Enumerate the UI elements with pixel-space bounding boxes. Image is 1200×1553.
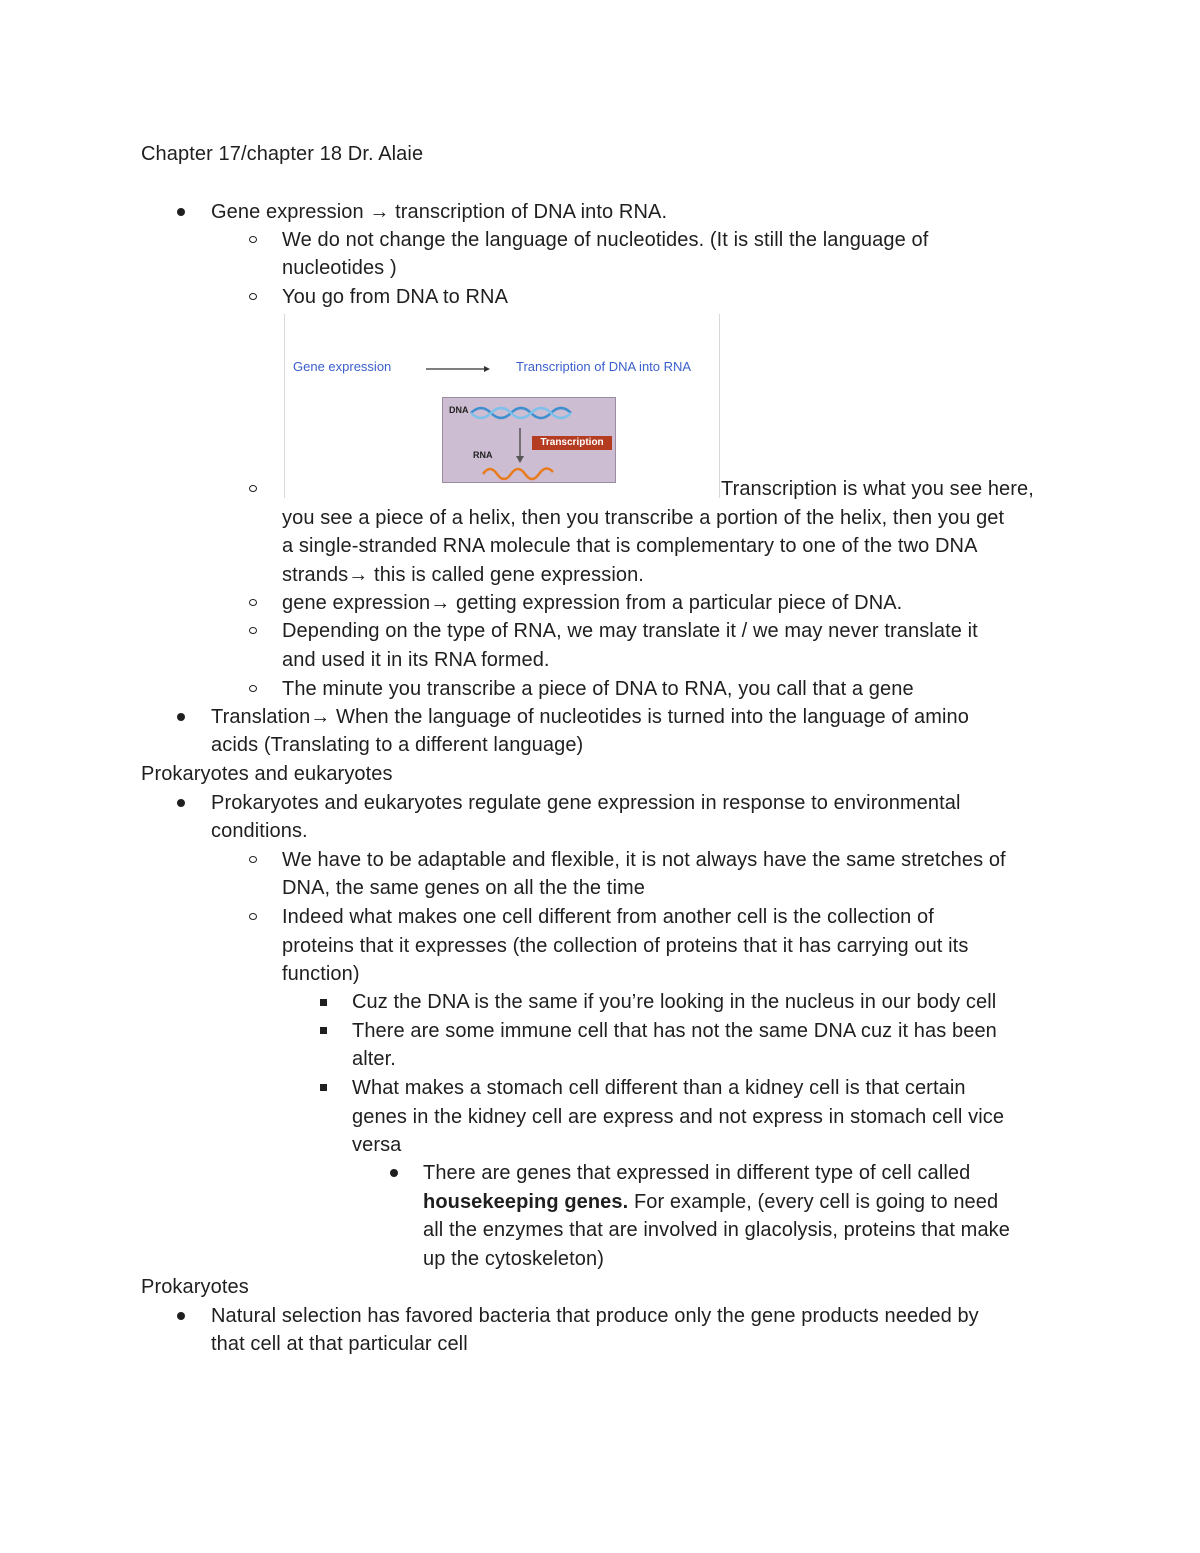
list-item: Natural selection has favored bacteria that produce only the gene products needed by (211, 1305, 979, 1327)
arrow-icon (424, 363, 494, 375)
list-item-continuation: up the cytoskeleton) (423, 1248, 604, 1270)
bullet-dot (177, 713, 185, 721)
bullet-square (320, 1084, 327, 1091)
bullet-circle (249, 485, 257, 492)
transcription-panel (442, 397, 616, 483)
bullet-square (320, 1027, 327, 1034)
list-item: Cuz the DNA is the same if you’re looking in the nucleus in our body cell (352, 991, 997, 1013)
figure-caption-gene-expression: Gene expression (293, 359, 392, 374)
housekeeping-genes-term: housekeeping genes. (423, 1191, 629, 1213)
rna-strand-icon (481, 462, 561, 482)
list-item: Indeed what makes one cell different from another cell is the collection of (282, 906, 934, 928)
bullet-circle (249, 913, 257, 920)
list-item: Prokaryotes and eukaryotes regulate gene expression in response to environmental (211, 792, 961, 814)
list-item-continuation: alter. (352, 1048, 396, 1070)
list-item-continuation: DNA, the same genes on all the the time (282, 877, 645, 899)
list-item: We do not change the language of nucleotides. (It is still the language of (282, 229, 929, 251)
list-item-continuation: nucleotides ) (282, 257, 397, 279)
list-item-continuation: genes in the kidney cell are express and not express in stomach cell vice (352, 1106, 1005, 1128)
list-item-continuation: you see a piece of a helix, then you transcribe a portion of the helix, then you get (282, 507, 1005, 529)
section-heading: Prokaryotes and eukaryotes (141, 763, 393, 785)
bullet-dot (177, 208, 185, 216)
list-item: Transcription is what you see here, (721, 478, 1034, 500)
list-item: What makes a stomach cell different than a kidney cell is that certain (352, 1077, 966, 1099)
list-item-continuation: acids (Translating to a different language) (211, 734, 584, 756)
bullet-dot (390, 1169, 398, 1177)
figure-caption-transcription: Transcription of DNA into RNA (516, 359, 692, 374)
bullet-circle (249, 685, 257, 692)
bullet-circle (249, 627, 257, 634)
list-item: We have to be adaptable and flexible, it is not always have the same stretches of (282, 849, 1006, 871)
bullet-circle (249, 293, 257, 300)
list-item-continuation: function) (282, 963, 360, 985)
list-item-text: For example, (every cell is going to need (628, 1191, 999, 1213)
figure-border-right (719, 314, 720, 498)
list-item-continuation: and used it in its RNA formed. (282, 649, 550, 671)
list-item: The minute you transcribe a piece of DNA to RNA, you call that a gene (282, 678, 914, 700)
list-item-continuation (423, 1188, 998, 1216)
down-arrow-icon (515, 428, 525, 464)
bullet-dot (177, 799, 185, 807)
bullet-circle (249, 856, 257, 863)
list-item: Translation→ When the language of nucleotides is turned into the language of amino (211, 706, 969, 728)
bullet-dot (177, 1312, 185, 1320)
list-item: You go from DNA to RNA (282, 286, 509, 308)
list-item-continuation: that cell at that particular cell (211, 1333, 468, 1355)
list-item-continuation: versa (352, 1134, 402, 1156)
bullet-circle (249, 599, 257, 606)
list-item: There are genes that expressed in different type of cell called (423, 1162, 971, 1184)
rna-label: RNA (473, 450, 493, 460)
list-item: Depending on the type of RNA, we may translate it / we may never translate it (282, 620, 978, 642)
list-item: There are some immune cell that has not the same DNA cuz it has been (352, 1020, 997, 1042)
list-item-continuation: a single-stranded RNA molecule that is complementary to one of the two DNA (282, 535, 978, 557)
list-item: gene expression→ getting expression from a particular piece of DNA. (282, 592, 903, 614)
list-item-continuation: proteins that it expresses (the collection of proteins that it has carrying out its (282, 935, 969, 957)
section-heading: Prokaryotes (141, 1276, 249, 1298)
bullet-square (320, 999, 327, 1006)
dna-helix-icon (469, 402, 579, 424)
transcription-figure (284, 314, 720, 498)
bullet-circle (249, 236, 257, 243)
list-item-continuation: conditions. (211, 820, 308, 842)
list-item-continuation: all the enzymes that are involved in glacolysis, proteins that make (423, 1219, 1010, 1241)
figure-border-left (284, 314, 285, 498)
list-item: Gene expression → transcription of DNA into RNA. (211, 201, 668, 223)
page-title: Chapter 17/chapter 18 Dr. Alaie (141, 143, 424, 165)
transcription-label: Transcription (532, 436, 612, 450)
dna-label: DNA (449, 405, 469, 415)
list-item-continuation: strands→ this is called gene expression. (282, 564, 644, 586)
